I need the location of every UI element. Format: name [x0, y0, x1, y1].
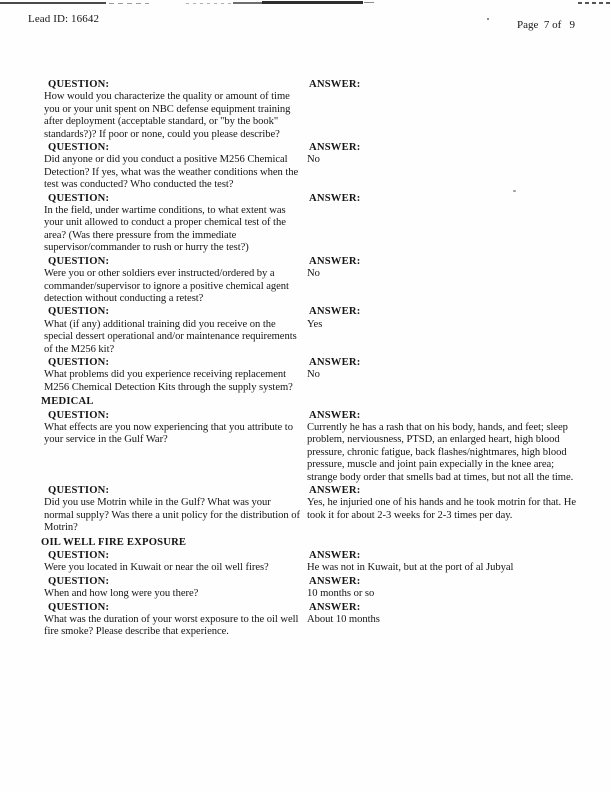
qa-block — [44, 142, 580, 192]
question-text: Did you use Motrin while in the Gulf? What was your normal supply? Was there a unit policy for the distribution of Motrin? — [44, 497, 300, 534]
qa-block — [44, 485, 580, 535]
question-column — [44, 357, 300, 394]
answer-column — [307, 550, 579, 575]
question-text: When and how long were you there? — [44, 588, 199, 600]
lead-id: Lead ID: 16642 — [28, 13, 100, 25]
answer-label: ANSWER: — [309, 409, 361, 421]
section-heading-oil-well-fire-exposure: OIL WELL FIRE EXPOSURE — [41, 536, 187, 548]
qa-block — [44, 79, 580, 141]
scan-artifact-line — [0, 2, 106, 4]
answer-label: ANSWER: — [309, 356, 361, 368]
qa-block — [44, 576, 580, 601]
question-text: What was the duration of your worst exposure to the oil well fire smoke? Please describe that experience. — [44, 614, 299, 638]
answer-label: ANSWER: — [309, 575, 361, 587]
question-text: Did anyone or did you conduct a positive M256 Chemical Detection? If yes, what was the weather conditions when the test was conducted? Who conducted the test? — [44, 154, 299, 191]
question-label: QUESTION: — [48, 575, 110, 587]
question-column — [44, 602, 300, 639]
answer-label: ANSWER: — [309, 255, 361, 267]
answer-column — [307, 485, 579, 522]
question-text: What effects are you now experiencing that you attribute to your service in the Gulf War? — [44, 421, 293, 446]
answer-text: No — [307, 369, 320, 381]
scan-artifact-line — [578, 2, 611, 4]
answer-column — [307, 79, 579, 91]
scan-artifact-line — [186, 3, 232, 4]
question-text: How would you characterize the quality or amount of time you or your unit spent on NBC defense equipment training after deployment (acceptable standard, or "by the book" standards?)? If poor or none, could you please describe? — [44, 91, 291, 140]
scan-artifact-speck — [487, 18, 489, 20]
answer-text: He was not in Kuwait, but at the port of al Jubyal — [307, 562, 514, 574]
answer-column — [307, 410, 579, 484]
question-text: In the field, under wartime conditions, to what extent was your unit allowed to conduct a proper chemical test of the area? (Was there pressure from the immediate supervisor/commander to rush or hurry the test?) — [44, 205, 286, 254]
answer-label: ANSWER: — [309, 142, 361, 154]
answer-label: ANSWER: — [309, 79, 361, 90]
question-label: QUESTION: — [48, 79, 110, 90]
answer-text: No — [307, 154, 320, 166]
question-label: QUESTION: — [48, 485, 110, 496]
scan-artifact-line — [262, 1, 363, 4]
answer-label: ANSWER: — [309, 306, 361, 318]
section-heading-medical: MEDICAL — [41, 396, 94, 408]
question-label: QUESTION: — [48, 142, 110, 154]
question-text: Were you or other soldiers ever instructed/ordered by a commander/supervisor to ignore a positive chemical agent detection without conducting a retest? — [44, 268, 289, 304]
question-label: QUESTION: — [48, 255, 110, 267]
answer-column — [307, 306, 579, 331]
qa-block — [44, 550, 580, 575]
answer-column — [307, 576, 579, 601]
question-label: QUESTION: — [48, 550, 110, 562]
qa-block — [44, 410, 580, 484]
answer-label: ANSWER: — [309, 192, 361, 204]
question-column — [44, 576, 300, 601]
answer-column — [307, 142, 579, 167]
answer-text: Currently he has a rash that on his body, hands, and feet; sleep problem, nerviousness, PTSD, an enlarged heart, high blood pressure, chronic fatigue, back flashes/nightmares, high blood pressure, muscle and joint pain expecially in the knee area; strange body order that smells bad at times, but not all the time. — [307, 421, 574, 483]
qa-block — [44, 357, 580, 394]
question-column — [44, 306, 300, 356]
answer-label: ANSWER: — [309, 601, 361, 613]
question-column — [44, 410, 300, 447]
qa-block — [44, 193, 580, 255]
answer-text: 10 months or so — [307, 588, 375, 600]
question-column — [44, 485, 300, 535]
answer-label: ANSWER: — [309, 485, 361, 496]
question-column — [44, 550, 300, 575]
question-column — [44, 79, 300, 141]
question-label: QUESTION: — [48, 601, 110, 613]
answer-label: ANSWER: — [309, 550, 361, 562]
answer-column — [307, 602, 579, 627]
question-label: QUESTION: — [48, 356, 110, 368]
qa-content — [41, 79, 580, 640]
page-number: Page 7 of 9 — [517, 19, 576, 31]
qa-block — [44, 306, 580, 356]
question-column — [44, 256, 300, 306]
question-column — [44, 142, 300, 192]
answer-column — [307, 357, 579, 382]
answer-text: No — [307, 268, 320, 280]
question-label: QUESTION: — [48, 192, 110, 204]
question-column — [44, 193, 300, 255]
answer-column — [307, 193, 579, 205]
qa-block — [44, 256, 580, 306]
question-text: Were you located in Kuwait or near the oil well fires? — [44, 562, 269, 574]
answer-text: About 10 months — [307, 614, 380, 626]
scan-artifact-line — [364, 2, 374, 3]
question-text: What problems did you experience receiving replacement M256 Chemical Detection Kits through the supply system? — [44, 369, 293, 393]
answer-text: Yes, he injuried one of his hands and he took motrin for that. He took it for about 2-3 weeks for 2-3 times per day. — [307, 497, 577, 521]
answer-text: Yes — [307, 318, 323, 330]
scan-artifact-line — [109, 3, 149, 4]
answer-column — [307, 256, 579, 281]
question-label: QUESTION: — [48, 306, 110, 318]
question-label: QUESTION: — [48, 409, 110, 421]
scan-artifact-line — [233, 2, 262, 4]
question-text: What (if any) additional training did you receive on the special dessert operational and/or maintenance requirements of the M256 kit? — [44, 318, 297, 355]
qa-block — [44, 602, 580, 639]
